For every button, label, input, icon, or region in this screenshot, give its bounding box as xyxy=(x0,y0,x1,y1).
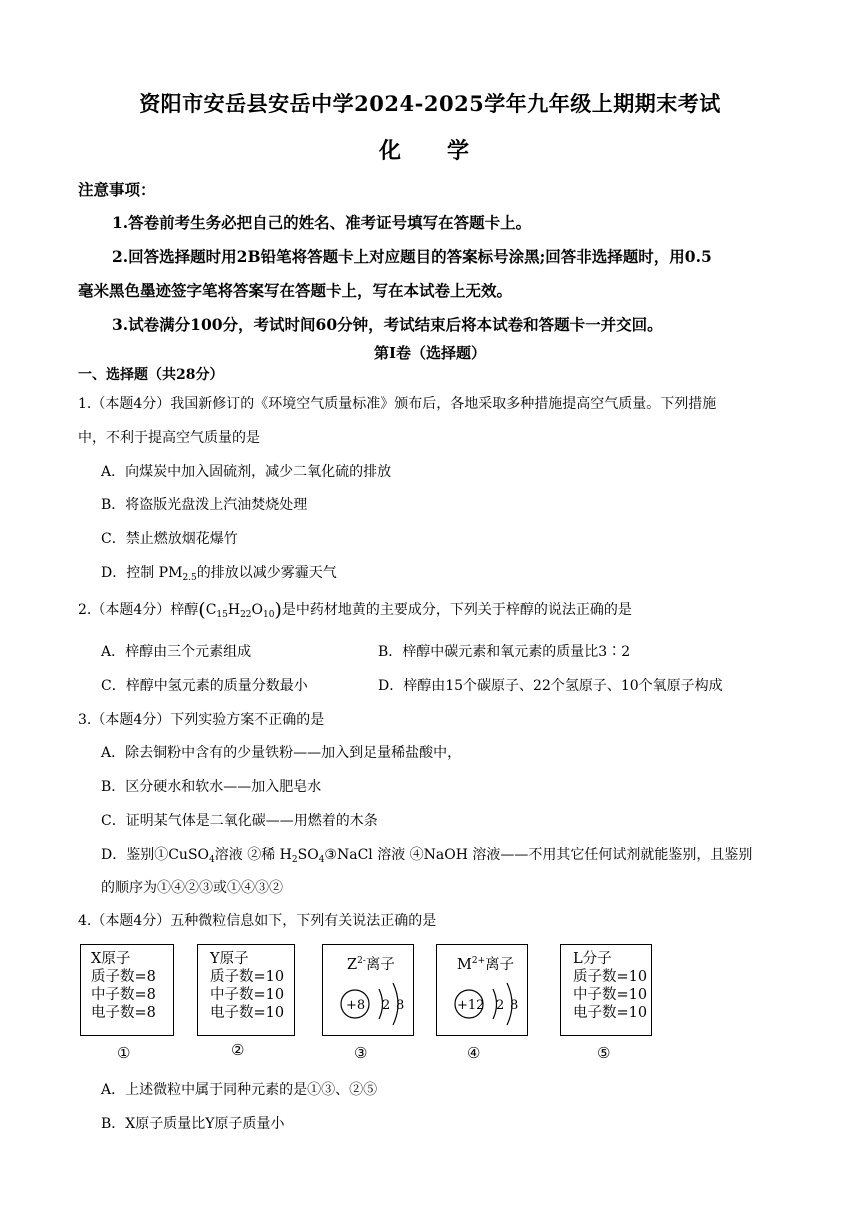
q3-option-d-line1: D．鉴别①CuSO$_4$溶液 ②稀 $H_2SO_4③NaCl$ 溶液 ④NaOH 溶液——不用其它任何试剂就能鉴别，且鉴别 xyxy=(101,847,753,865)
q2-stem: 2.（本题4分）梓醇$(C_{15}H_{22}O_{10})$是中药材地黄的主要成分，下列关于梓醇的说法正确的是 xyxy=(78,599,632,621)
q1-stem-b: 中，不利于提高空气质量的是 xyxy=(78,430,260,446)
q2-option-b: B．梓醇中碳元素和氧元素的质量比3∶2 xyxy=(378,644,631,660)
particle-box-z-ion: $Z^{2-}$离子 +8 2 8 xyxy=(322,944,414,1036)
m-ion-structure-diagram xyxy=(437,945,529,1037)
q2-option-a: A．梓醇由三个元素组成 xyxy=(101,644,252,660)
notice-item-2b: 毫米黑色墨迹签字笔将答案写在答题卡上，写在本试卷上无效。 xyxy=(78,281,513,300)
notice-item-1: 1.答卷前考生务必把自己的姓名、准考证号填写在答题卡上。 xyxy=(112,213,532,232)
q3-option-c: C．证明某气体是二氧化碳——用燃着的木条 xyxy=(101,813,378,829)
q2-option-d: D．梓醇由15个碳原子、22个氢原子、10个氧原子构成 xyxy=(378,678,723,694)
q4-stem: 4.（本题4分）五种微粒信息如下，下列有关说法正确的是 xyxy=(78,913,437,929)
exam-subject: 化 学 xyxy=(378,138,481,164)
particle-box-y-atom: Y原子 质子数=10 中子数=10 电子数=10 xyxy=(197,944,295,1036)
notice-item-3: 3.试卷满分100分，考试时间60分钟，考试结束后将本试卷和答题卡一并交回。 xyxy=(112,315,663,334)
z-ion-structure-diagram xyxy=(323,945,415,1037)
q1-option-c: C．禁止燃放烟花爆竹 xyxy=(101,531,238,547)
particle-mark-1: ① xyxy=(117,1044,131,1062)
q4-option-a: A．上述微粒中属于同种元素的是①③、②⑤ xyxy=(101,1082,378,1098)
q4-option-b: B．X原子质量比Y原子质量小 xyxy=(101,1116,285,1132)
z-nucleus-label: +8 xyxy=(346,998,366,1013)
q3-option-a: A．除去铜粉中含有的少量铁粉——加入到足量稀盐酸中， xyxy=(101,745,462,761)
notice-item-2a: 2.回答选择题时用2B铅笔将答题卡上对应题目的答案标号涂黑;回答非选择题时，用0.5 xyxy=(112,247,712,266)
particle-mark-5: ⑤ xyxy=(597,1044,611,1062)
q3-option-d-line2: 的顺序为①④②③或①④③② xyxy=(101,880,283,896)
m-nucleus-label: +12 xyxy=(457,998,485,1013)
q1-option-a: A．向煤炭中加入固硫剂，减少二氧化硫的排放 xyxy=(101,464,392,480)
part1-title: 第Ⅰ卷（选择题） xyxy=(373,344,487,362)
q3-stem: 3.（本题4分）下列实验方案不正确的是 xyxy=(78,712,325,728)
q3-option-b: B．区分硬水和软水——加入肥皂水 xyxy=(101,779,322,795)
particle-box-m-ion: $M^{2+}$离子 +12 2 8 xyxy=(436,944,528,1036)
q2-option-c: C．梓醇中氢元素的质量分数最小 xyxy=(101,678,308,694)
q1-stem-a: 1.（本题4分）我国新修订的《环境空气质量标准》颁布后，各地采取多种措施提高空气质量。下列措施 xyxy=(78,396,717,412)
notice-heading: 注意事项： xyxy=(78,180,156,199)
q1-option-d: D．控制 $PM_{2.5}$的排放以减少雾霾天气 xyxy=(101,565,337,583)
particle-mark-2: ② xyxy=(231,1041,245,1059)
particle-box-x-atom: X原子 质子数=8 中子数=8 电子数=8 xyxy=(80,944,174,1036)
particle-box-l-molecule: L分子 质子数=10 中子数=10 电子数=10 xyxy=(560,944,652,1036)
particle-mark-3: ③ xyxy=(354,1044,368,1062)
q1-option-b: B．将盗版光盘泼上汽油焚烧处理 xyxy=(101,497,308,513)
section-heading: 一、选择题（共28分） xyxy=(78,367,224,383)
particle-mark-4: ④ xyxy=(467,1044,481,1062)
exam-title: 资阳市安岳县安岳中学2024-2025学年九年级上期期末考试 xyxy=(139,91,721,116)
